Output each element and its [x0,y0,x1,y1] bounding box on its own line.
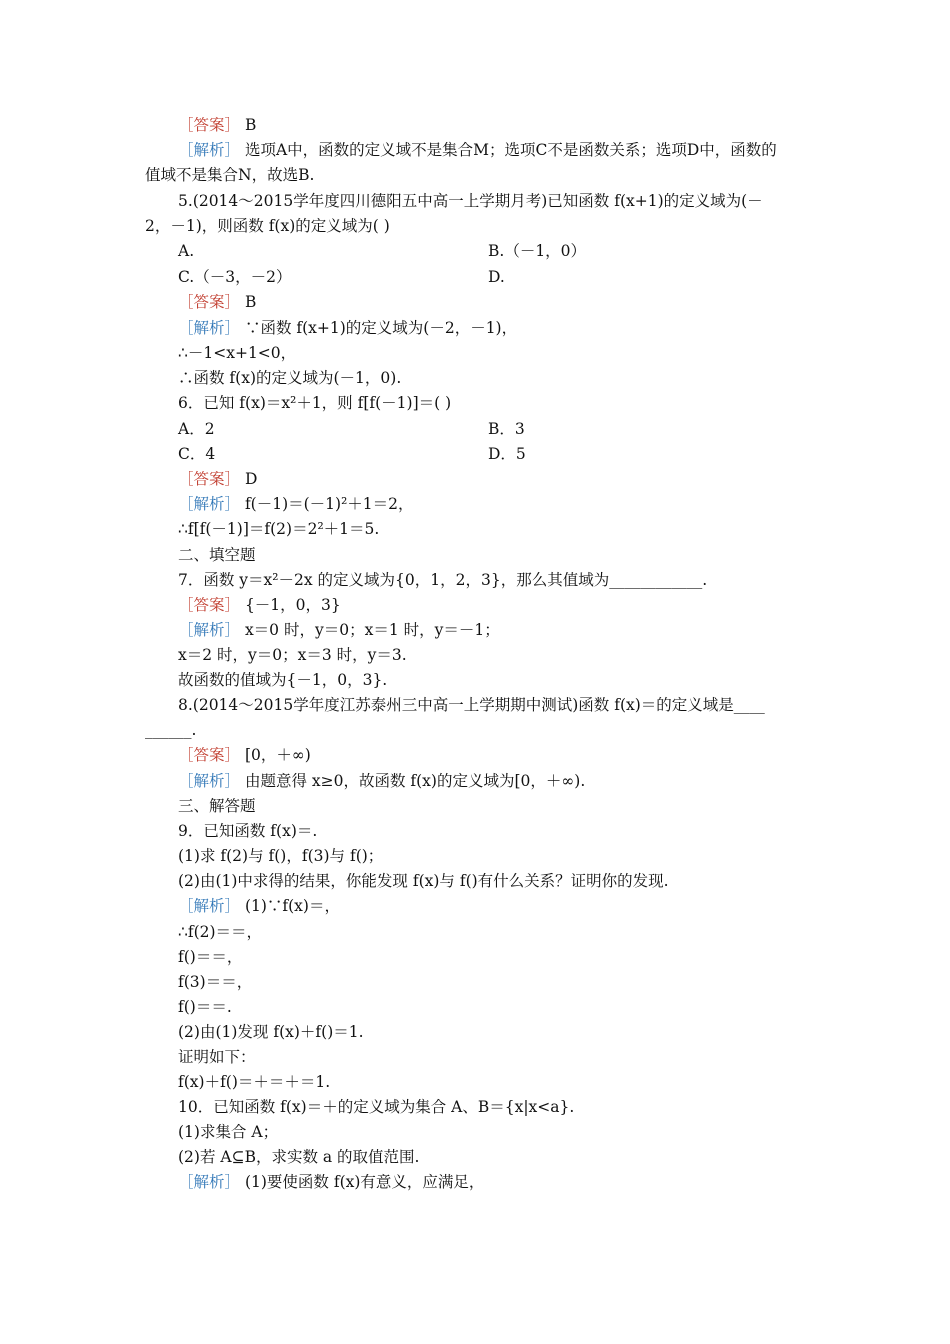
line-text: [0，＋∞) [240,746,311,764]
line-text: (1)∵f(x)＝， [240,897,340,915]
text-line [178,1096,574,1118]
line-text: 三、解答题 [178,797,256,815]
answer-tag: ［答案］ [178,470,241,488]
text-line [178,744,311,766]
line-text: ∵函数 f(x+1)的定义域为(－2，－1)， [240,319,518,337]
text-line [145,164,314,186]
analysis-tag: ［解析］ [178,319,241,337]
answer-tag: ［答案］ [178,596,241,614]
line-text: ______. [145,721,197,739]
line-text: A．2 [178,420,215,438]
text-line [178,971,252,993]
text-line [178,1046,256,1068]
text-line [178,845,383,867]
text-line [178,1121,278,1143]
line-text: D [240,470,258,488]
text-line [178,418,215,440]
line-text: 由题意得 x≥0，故函数 f(x)的定义域为[0，＋∞). [240,772,586,790]
line-text: (2)由(1)发现 f(x)＋f()＝1. [178,1023,364,1041]
text-line [178,240,194,262]
line-text: 9．已知函数 f(x)＝. [178,822,318,840]
text-line [178,770,585,792]
analysis-tag: ［解析］ [178,1173,241,1191]
option-column-2: D．5 [488,445,526,463]
line-text: 2，－1)，则函数 f(x)的定义域为( ) [145,217,390,235]
text-line [178,1171,484,1193]
text-line [178,544,256,566]
line-text: 6．已知 f(x)＝x²＋1，则 f[f(－1)]＝( ) [178,394,452,412]
line-text: f(3)＝＝， [178,973,253,991]
text-line [145,719,196,741]
text-line [178,266,291,288]
line-text: ∴函数 f(x)的定义域为(－1，0). [178,369,402,387]
line-text: 7．函数 y＝x²－2x 的定义域为{0，1，2，3}，那么其值域为____________. [178,571,708,589]
option-column-2: B．3 [488,420,525,438]
answer-tag: ［答案］ [178,116,241,134]
line-text: C．4 [178,445,216,463]
text-line [178,468,257,490]
line-text: (1)要使函数 f(x)有意义，应满足， [240,1173,485,1191]
text-line [178,443,215,465]
text-line [178,190,763,212]
text-line [178,1071,330,1093]
text-line [178,317,517,339]
line-text: (2)若 A⊆B，求实数 a 的取值范围. [178,1148,420,1166]
answer-tag: ［答案］ [178,746,241,764]
answer-tag: ［答案］ [178,293,241,311]
text-line [178,795,256,817]
line-text: 选项A中，函数的定义域不是集合M；选项C不是函数关系；选项D中，函数的 [240,141,777,159]
line-text: {－1，0，3} [240,596,341,614]
text-line [145,215,390,237]
text-line [178,996,232,1018]
line-text: ∴f[f(－1)]＝f(2)＝2²＋1＝5. [178,520,380,538]
analysis-tag: ［解析］ [178,141,241,159]
line-text: B [240,293,257,311]
line-text: ∴f(2)＝＝， [178,923,263,941]
text-line [178,594,341,616]
line-text: 证明如下： [178,1048,256,1066]
text-line [178,1146,419,1168]
line-text: A. [178,242,195,260]
line-text: (1)求 f(2)与 f()，f(3)与 f()； [178,847,384,865]
text-line [178,870,669,892]
line-text: x＝0 时，y＝0；x＝1 时，y＝－1； [240,621,500,639]
text-line [178,1021,364,1043]
text-line [178,694,765,716]
line-text: x＝2 时，y＝0；x＝3 时，y＝3. [178,646,407,664]
text-line [178,114,256,136]
line-text: 5.(2014～2015学年度四川德阳五中高一上学期月考)已知函数 f(x+1)的定义域为(－ [178,192,763,210]
line-text: ∴－1<x+1<0， [178,344,297,362]
line-text: (1)求集合 A； [178,1123,279,1141]
text-line [178,392,451,414]
option-column-2: B.（－1，0） [488,242,587,260]
analysis-tag: ［解析］ [178,897,241,915]
text-line [178,895,340,917]
line-text: f(－1)＝(－1)²＋1＝2， [240,495,414,513]
text-line [178,569,707,591]
text-line [178,342,296,364]
line-text: f()＝＝. [178,998,232,1016]
line-text: C.（－3，－2） [178,268,292,286]
text-line [178,921,262,943]
line-text: f(x)＋f()＝＋＝＋＝1. [178,1073,331,1091]
text-line [178,946,242,968]
line-text: B [240,116,257,134]
text-line [178,291,256,313]
text-line [178,493,414,515]
line-text: 二、填空题 [178,546,256,564]
text-line [178,820,317,842]
text-line [178,619,500,641]
text-line [178,669,387,691]
analysis-tag: ［解析］ [178,621,241,639]
line-text: (2)由(1)中求得的结果，你能发现 f(x)与 f()有什么关系？证明你的发现. [178,872,669,890]
line-text: f()＝＝， [178,948,243,966]
line-text: 10．已知函数 f(x)＝＋的定义域为集合 A、B＝{x|x<a}. [178,1098,575,1116]
text-line [178,139,777,161]
text-line [178,367,401,389]
option-column-2: D. [488,268,505,286]
line-text: 8.(2014～2015学年度江苏泰州三中高一上学期期中测试)函数 f(x)＝的定义域是____ [178,696,765,714]
text-line [178,644,407,666]
text-line [178,518,379,540]
analysis-tag: ［解析］ [178,772,241,790]
line-text: 故函数的值域为{－1，0，3}. [178,671,388,689]
analysis-tag: ［解析］ [178,495,241,513]
line-text: 值域不是集合N，故选B. [145,166,315,184]
